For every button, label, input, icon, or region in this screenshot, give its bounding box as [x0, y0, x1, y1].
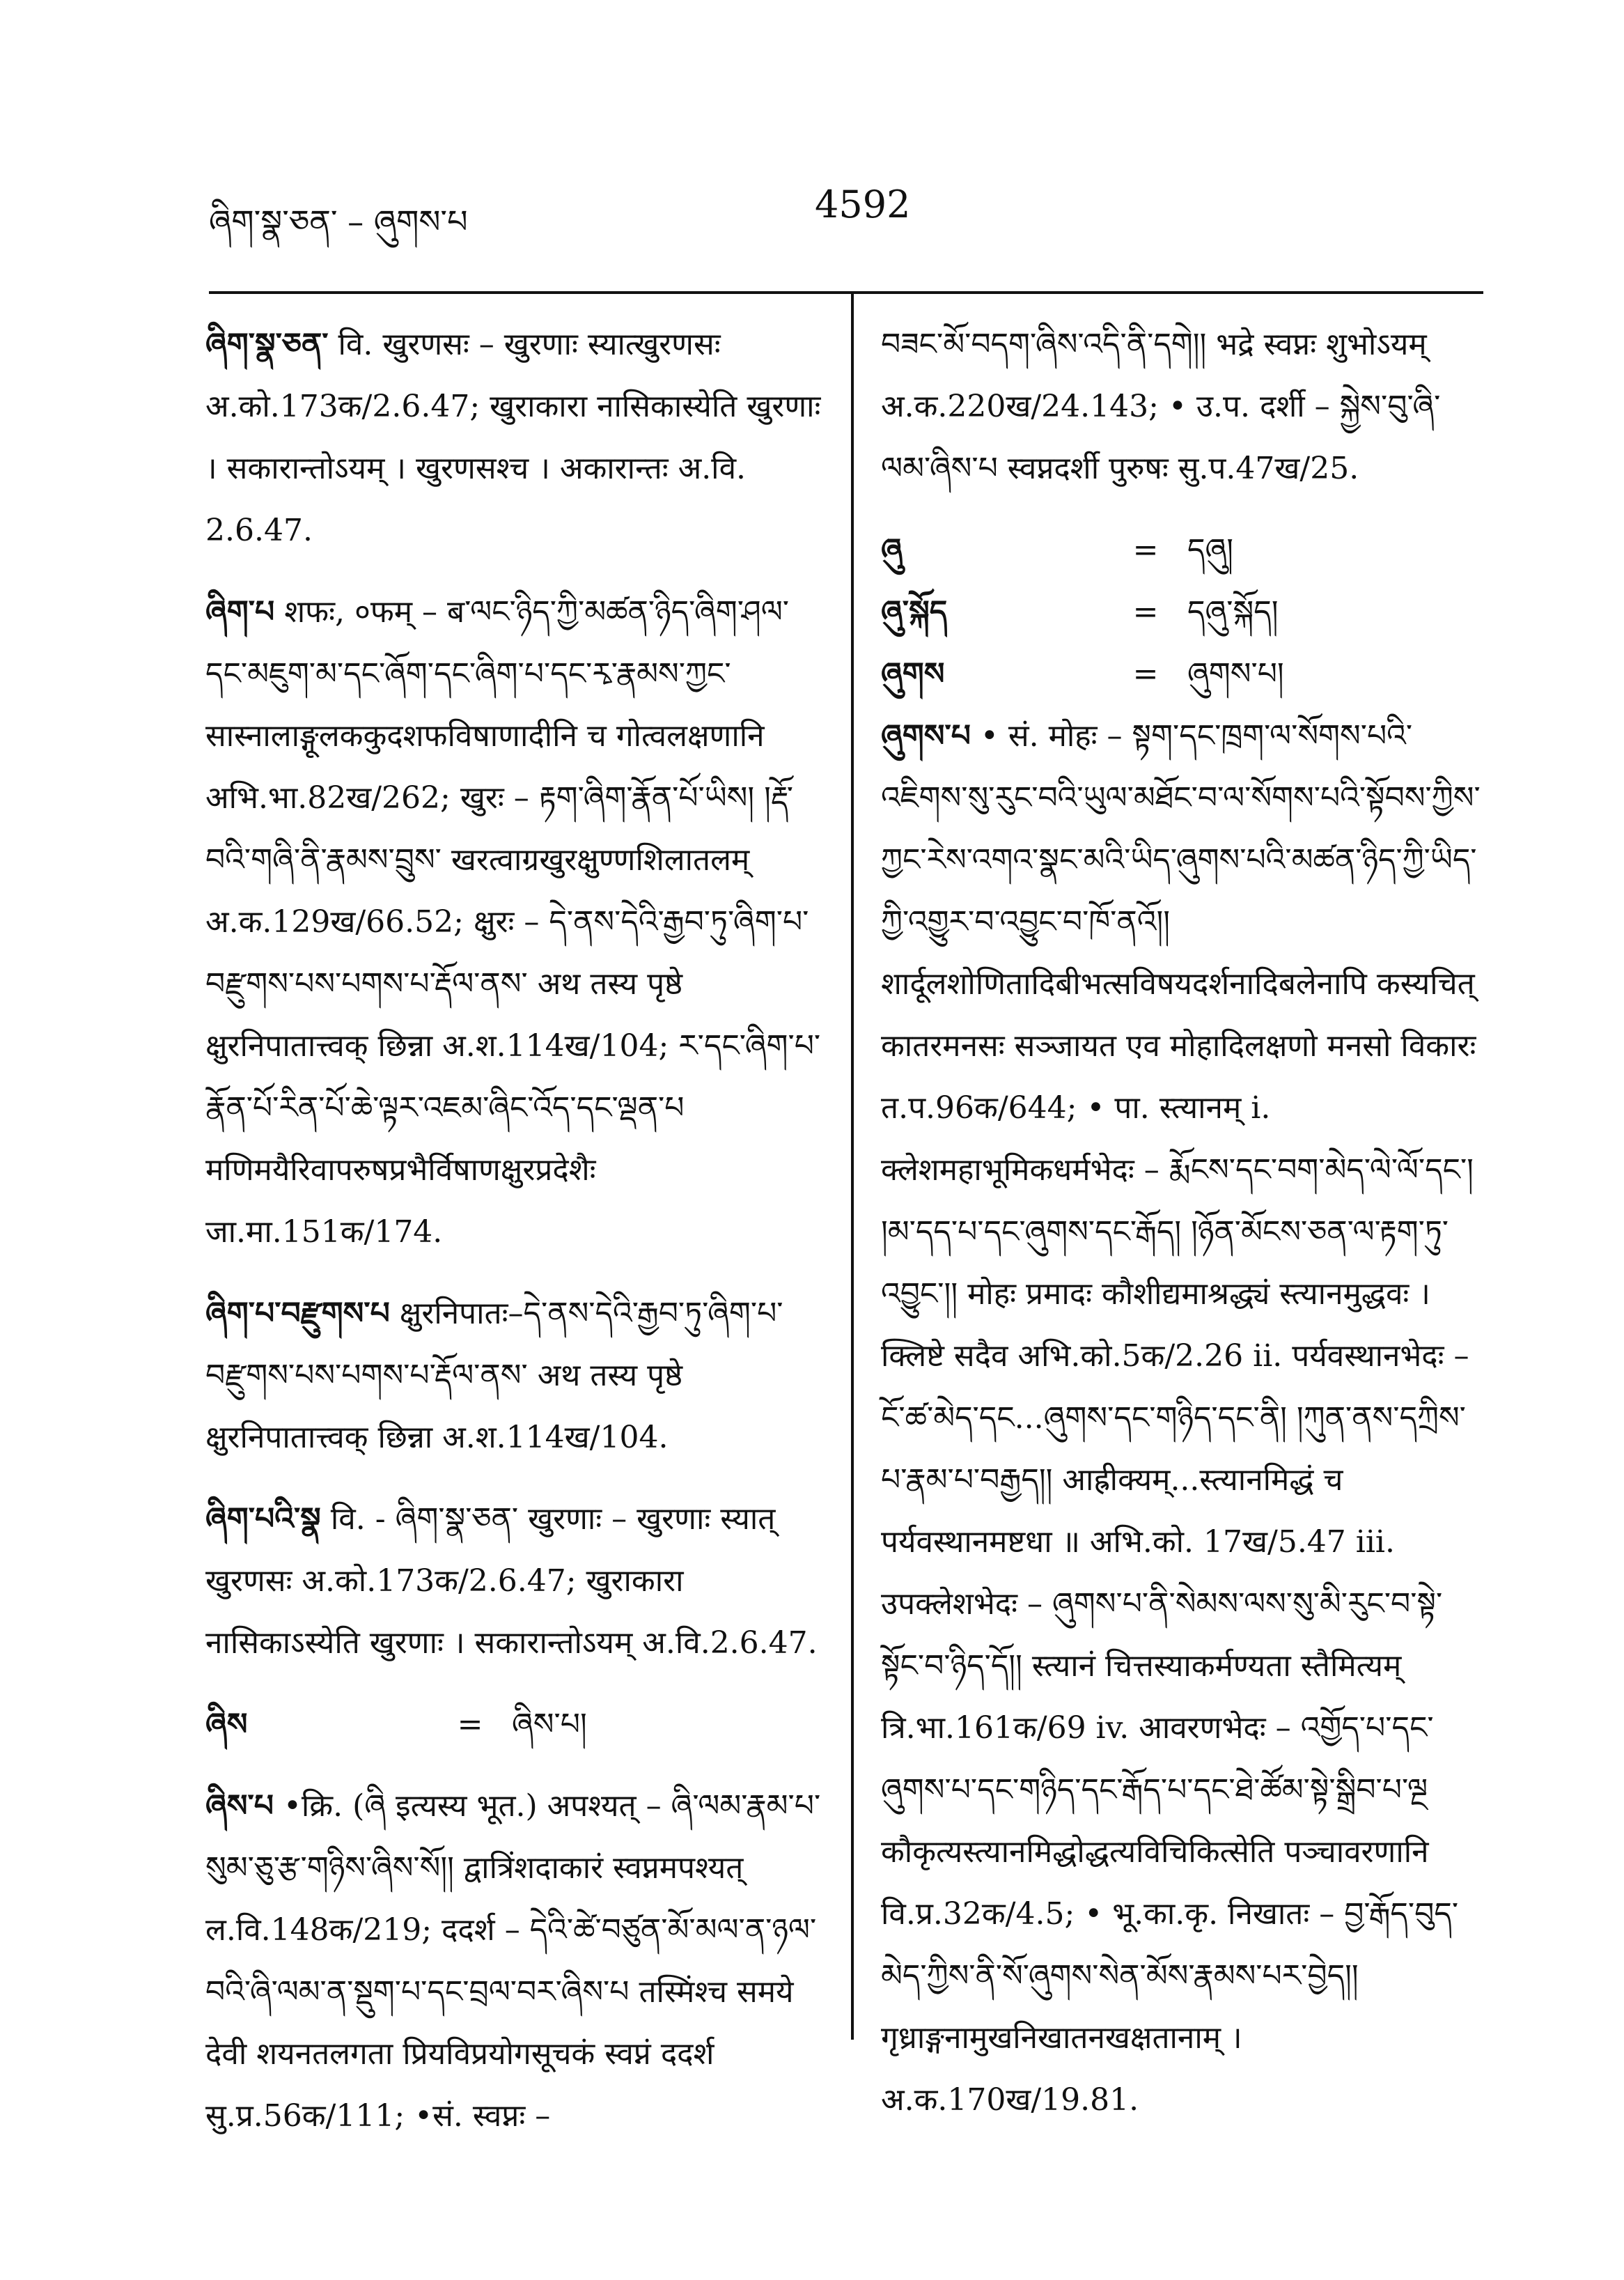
headword: ཞིས: [205, 1707, 248, 1742]
equals-sign: =: [457, 1707, 483, 1742]
equals-sign: =: [1132, 594, 1159, 630]
dictionary-entry: [205, 1775, 822, 2147]
headword: ཞིས་པ: [205, 1788, 274, 1824]
cross-reference-entry: [881, 581, 1483, 643]
headword: ཞུ་སྐོད: [881, 594, 948, 630]
cross-reference-target: ཞུགས་པ།: [1187, 656, 1284, 692]
headword: ཞིག་པའི་སྣ: [205, 1501, 321, 1537]
header-rule: [209, 291, 1483, 294]
headword: ཞིག་པ: [205, 594, 275, 630]
definition: • सं. मोहः – སྟག་དང་ཁྲག་ལ་སོགས་པའི་འཇིགས་སུ་རུང་བའི་ཡུལ་མཐོང་བ་ལ་སོགས་པའི་སྟོབས་ཀྱིས་ཀྱང་རེས་འགའ་སྣང་མའི་ཡིད་ཞུགས་པའི་མཚན་ཉིད་ཀྱི་ཡིད་ཀྱི་འགྱུར་བ་འབྱུང་བ་ཁོ་ནའོ།། शार्दूलशोणितादिबीभत्सविषयदर्शनादिबलेनापि कस्यचित् कातरमनसः सञ्जायत एव मोहादिलक्षणो मनसो विकारः त.प.96क/644; • पा. स्त्यानम् i. क्लेशमहाभूमिकधर्मभेदः – རྨོངས་དང་བག་མེད་ལེ་ལོ་དང་། །མ་དད་པ་དང་ཞུགས་དང་རྒོད། །ཉོན་མོངས་ཅན་ལ་རྟག་ཏུ་འབྱུང་།། मोहः प्रमादः कौशीद्यमाश्रद्ध्यं स्त्यानमुद्धवः । क्लिष्टे सदैव अभि.को.5क/2.26 ii. पर्यवस्थानभेदः – ངོ་ཚ་མེད་དང...ཞུགས་དང་གཉིད་དང་ནི། །ཀུན་ནས་དཀྲིས་པ་རྣམ་པ་བརྒྱད།། आह्रीक्यम्...स्त्यानमिद्धं च पर्यवस्थानमष्टधा ॥ अभि.को. 17ख/5.47 iii. उपक्लेशभेदः – ཞུགས་པ་ནི་སེམས་ལས་སུ་མི་རུང་བ་སྟེ་སྟོང་བ་ཉིད་དོ།། स्त्यानं चित्तस्याकर्मण्यता स्तैमित्यम् त्रि.भा.161क/69 iv. आवरणभेदः – འགྱོད་པ་དང་ཞུགས་པ་དང་གཉིད་དང་རྒོད་པ་དང་ཐེ་ཚོམ་སྟེ་སྒྲིབ་པ་ལྔ कौकृत्यस्त्यानमिद्धोद्धत्यविचिकित्सेति पञ्चावरणानि वि.प्र.32क/4.5; • भू.का.कृ. निखातः – བྱ་རྒོད་བུད་མེད་ཀྱིས་ནི་སོ་ཞུགས་སེན་མོས་རྣམས་པར་བྱེད།། गृध्राङ्गनामुखनिखातनखक्षतानाम् । अ.क.170ख/19.81.: [881, 718, 1481, 2118]
equals-sign: =: [1132, 656, 1159, 692]
dictionary-entry: [205, 313, 822, 561]
left-column: [205, 313, 822, 2166]
headword: ཞིག་སྣ་ཅན་: [205, 327, 329, 362]
equals-sign: =: [1132, 532, 1159, 568]
cross-reference-target: དཞུ།: [1187, 532, 1234, 568]
cross-reference-entry: [205, 1693, 822, 1755]
headword: ཞིག་པ་བརྫུགས་པ: [205, 1296, 390, 1331]
headword: ཞུགས་པ: [881, 718, 971, 754]
dictionary-entry: [205, 1488, 822, 1674]
dictionary-entry: [205, 581, 822, 1263]
cross-reference-target: དཞུ་སྐོད།: [1187, 594, 1279, 630]
dictionary-entry-continued: [881, 313, 1483, 499]
running-header: ཞིག་སྣ་ཅན་ – ཞུགས་པ: [209, 203, 468, 240]
right-column: [881, 313, 1483, 2150]
definition: शफः, ०फम् – ब་ལང་ཉིད་ཀྱི་མཚན་ཉིད་ཞིག་ཤལ་དང་མཇུག་མ་དང་ཞོག་དང་ཞིག་པ་དང་རྭ་རྣམས་ཀྱང་ सास्नालाङ्गूलककुदशफविषाणादीनि च गोत्वलक्षणानि अभि.भा.82ख/262; खुरः – རྟག་ཞིག་རྣོན་པོ་ཡིས། །རྡོ་བའི་གཞི་ནི་རྣམས་བྲུས་ खरत्वाग्रखुरक्षुण्णशिलातलम् अ.क.129ख/66.52; क्षुरः – དེ་ནས་དེའི་རྒྱབ་ཏུ་ཞིག་པ་བརྫུགས་པས་པགས་པ་རྡོལ་ནས་ अथ तस्य पृष्ठे क्षुरनिपातात्त्वक् छिन्ना अ.श.114ख/104; ར་དང་ཞིག་པ་རྣོན་པོ་རིན་པོ་ཆེ་ལྟར་འཇམ་ཞིང་འོད་དང་ལྡན་པ मणिमयैरिवापरुषप्रभैर्विषाणक्षुरप्रदेशैः जा.मा.151क/174.: [205, 594, 821, 1250]
definition: वि. - ཞིག་སྣ་ཅན་ खुरणाः – खुरणाः स्यात् खुरणसः अ.को.173क/2.6.47; खुराकारा नासिकाऽस्येति खुरणाः । सकारान्तोऽयम् अ.वि.2.6.47.: [205, 1501, 818, 1661]
dictionary-entry: [881, 705, 1483, 2131]
headword: ཞུགས: [881, 656, 945, 692]
headword: ཞུ: [881, 532, 903, 568]
cross-reference-entry: [881, 643, 1483, 705]
cross-reference-target: ཞིས་པ།: [512, 1707, 587, 1742]
definition: •क्रि. (ཞི इत्यस्य भूत.) अपश्यत् – ཞི་ལམ་རྣམ་པ་སུམ་ཅུ་རྩ་གཉིས་ཞིས་སོ།། द्वात्रिंशदाकारं स्वप्नमपश्यत् ल.वि.148क/219; ददर्श – དེའི་ཚེ་བཙུན་མོ་མལ་ན་ཉལ་བའི་ཞི་ལམ་ན་སྡུག་པ་དང་བྲལ་བར་ཞིས་པ तस्मिंश्च समये देवी शयनतलगता प्रियविप्रयोगसूचकं स्वप्नं ददर्श सु.प्र.56क/111; •सं. स्वप्नः –: [205, 1788, 821, 2134]
definition: वि. खुरणसः – खुरणाः स्यात्खुरणसः अ.को.173क/2.6.47; खुराकारा नासिकास्येति खुरणाः । सकारान्तोऽयम् । खुरणसश्च । अकारान्तः अ.वि. 2.6.47.: [205, 327, 821, 548]
definition: क्षुरनिपातः–དེ་ནས་དེའི་རྒྱབ་ཏུ་ཞིག་པ་བརྫུགས་པས་པགས་པ་རྡོལ་ནས་ अथ तस्य पृष्ठे क्षुरनिपातात्त्वक् छिन्ना अ.श.114ख/104.: [205, 1296, 783, 1455]
definition: བཟང་མོ་བདག་ཞིས་འདི་ནི་དགེ།། भद्रे स्वप्नः शुभोऽयम् अ.क.220ख/24.143; • उ.प. दर्शी – སྐྱེས་བུ་ཞི་ལམ་ཞིས་པ स्वप्नदर्शी पुरुषः सु.प.47ख/25.: [881, 327, 1441, 486]
dictionary-entry: [205, 1282, 822, 1468]
page-number: 4592: [815, 183, 911, 226]
column-divider: [851, 291, 854, 2040]
cross-reference-entry: [881, 519, 1483, 581]
